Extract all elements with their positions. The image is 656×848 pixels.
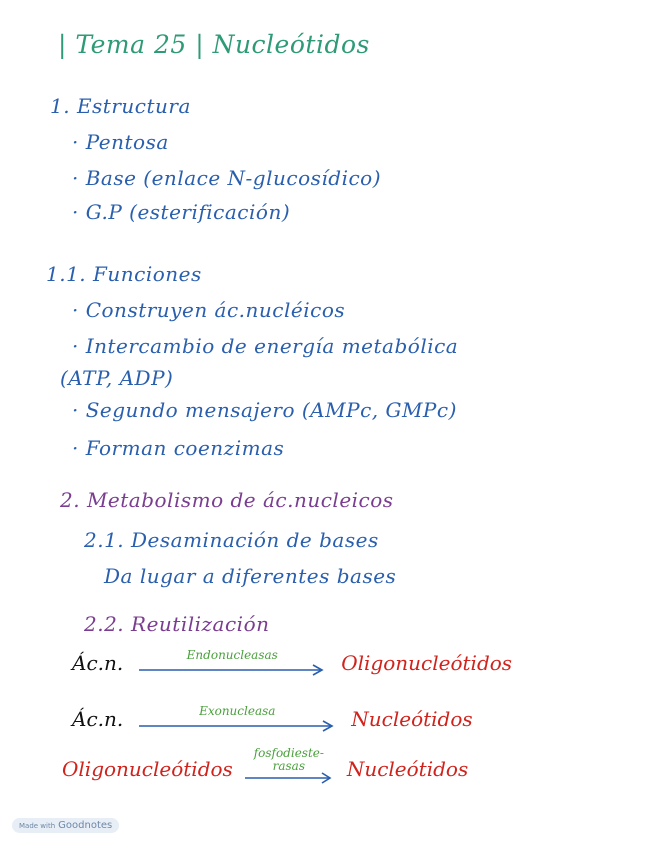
list-item: · Pentosa — [72, 130, 169, 154]
enzyme-label: Exonucleasa — [199, 704, 276, 718]
reaction-row — [72, 650, 512, 676]
arrow-icon — [137, 650, 327, 676]
list-item: (ATP, ADP) — [60, 366, 174, 390]
list-item: · Intercambio de energía metabólica — [72, 334, 459, 358]
list-item: · Segundo mensajero (AMPc, GMPc) — [72, 398, 457, 422]
arrow-icon — [243, 752, 335, 786]
reaction-substrate: Oligonucleótidos — [62, 757, 233, 781]
reaction-arrow — [243, 746, 335, 786]
list-item: · Base (enlace N-glucosídico) — [72, 166, 382, 190]
enzyme-label: Endonucleasas — [186, 648, 278, 662]
enzyme-label-bottom: rasas — [272, 759, 305, 773]
arrow-icon — [137, 706, 337, 732]
section-2-2-heading: 2.2. Reutilización — [84, 612, 270, 636]
section-2-1-text: Da lugar a diferentes bases — [104, 564, 397, 588]
reaction-substrate: Ác.n. — [72, 707, 124, 731]
enzyme-label-top: fosfodieste- — [253, 746, 324, 760]
reaction-substrate: Ác.n. — [72, 651, 124, 675]
list-item: · Construyen ác.nucléicos — [72, 298, 346, 322]
section-1-heading: 1. Estructura — [50, 94, 191, 118]
reaction-row — [72, 706, 473, 732]
reaction-arrow — [137, 706, 337, 732]
section-1-1-heading: 1.1. Funciones — [46, 262, 202, 286]
section-2-heading: 2. Metabolismo de ác.nucleicos — [60, 488, 394, 512]
reaction-arrow — [137, 650, 327, 676]
goodnotes-badge — [12, 818, 119, 833]
section-2-1-heading: 2.1. Desaminación de bases — [84, 528, 379, 552]
reaction-product: Nucleótidos — [346, 757, 469, 781]
badge-brand: Goodnotes — [58, 820, 113, 831]
reaction-product: Nucleótidos — [351, 707, 473, 731]
page-title: | Tema 25 | Nucleótidos — [58, 30, 370, 59]
reaction-row — [62, 746, 469, 786]
list-item: · G.P (esterificación) — [72, 200, 291, 224]
list-item: · Forman coenzimas — [72, 436, 285, 460]
badge-prefix: Made with — [19, 822, 56, 830]
reaction-product: Oligonucleótidos — [341, 651, 513, 675]
